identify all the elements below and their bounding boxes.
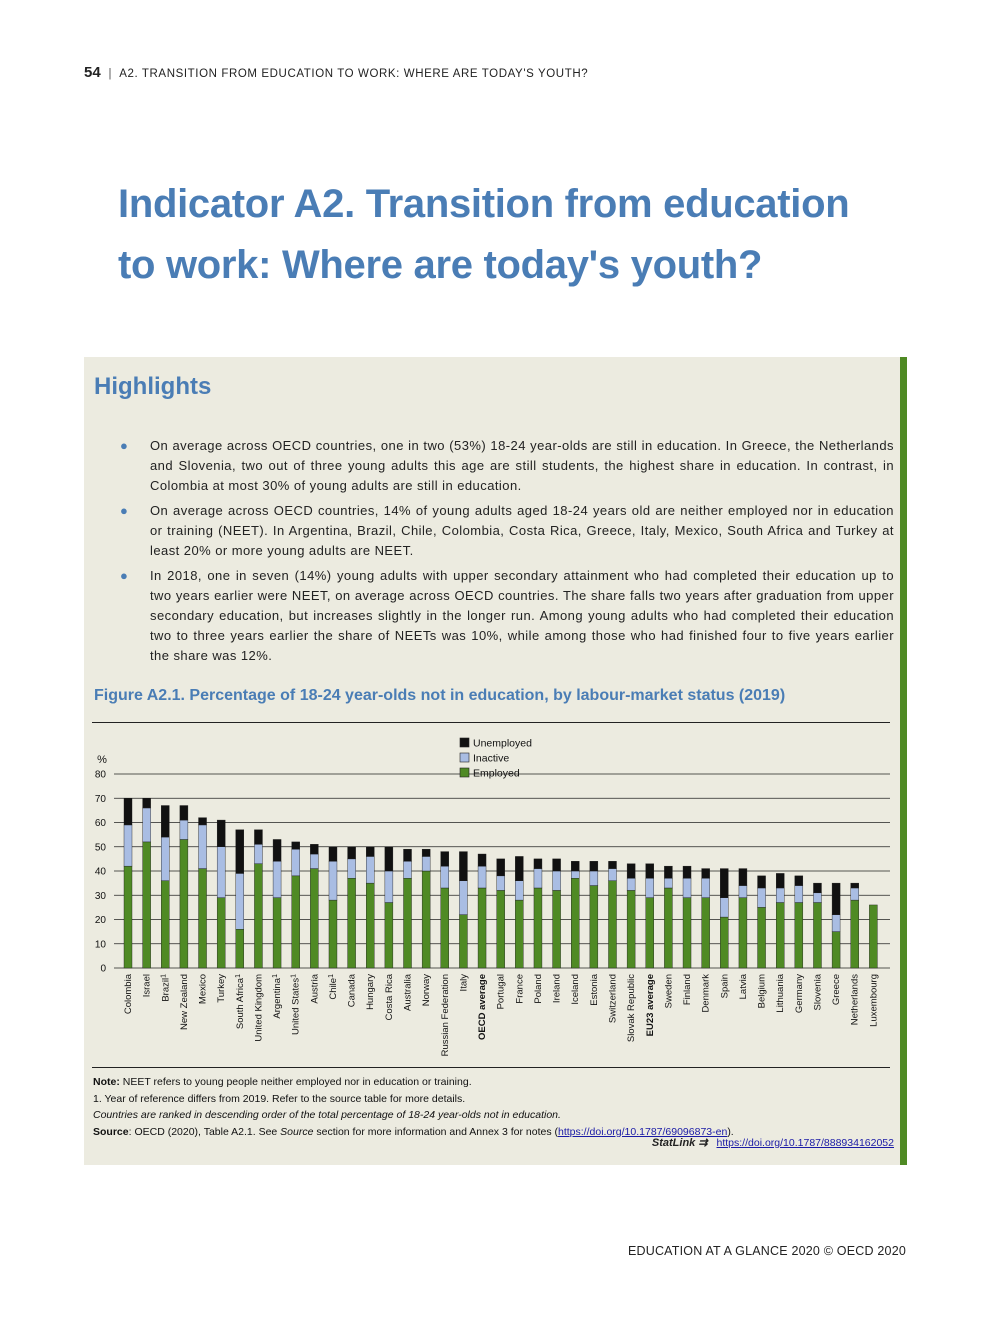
bar-segment-employed — [813, 903, 821, 968]
bar-segment-inactive — [664, 878, 672, 888]
bar-segment-inactive — [534, 869, 542, 888]
bar-segment-employed — [739, 898, 747, 968]
bar-segment-employed — [553, 890, 561, 968]
bar-segment-unemployed — [590, 861, 598, 871]
bar-segment-inactive — [422, 856, 430, 871]
x-tick-label: Austria — [309, 974, 321, 1004]
bar-segment-employed — [143, 842, 151, 968]
y-tick-label: 70 — [94, 793, 106, 805]
bar-segment-employed — [608, 881, 616, 968]
highlight-bullet — [118, 436, 894, 496]
bar-segment-inactive — [739, 886, 747, 898]
y-tick-label: 80 — [94, 769, 106, 781]
bar-segment-inactive — [199, 825, 207, 869]
bar-segment-unemployed — [143, 798, 151, 808]
bar-segment-employed — [515, 900, 523, 968]
bar-segment-unemployed — [329, 847, 337, 862]
highlights-box — [84, 357, 907, 1165]
bar-segment-unemployed — [553, 859, 561, 871]
x-tick-label: France — [514, 974, 526, 1004]
bar-segment-employed — [366, 883, 374, 968]
statlink-url[interactable]: https://doi.org/10.1787/888934162052 — [716, 1137, 894, 1149]
bar-segment-unemployed — [254, 830, 262, 845]
bar-segment-inactive — [813, 893, 821, 903]
statlink-row — [652, 1136, 894, 1149]
statlink-logo — [652, 1137, 708, 1149]
bar-segment-inactive — [292, 849, 300, 876]
bar-segment-employed — [478, 888, 486, 968]
bar-segment-employed — [627, 890, 635, 968]
y-tick-label: 30 — [94, 890, 106, 902]
footnote-marker: 1 — [272, 974, 280, 978]
bar-segment-employed — [832, 932, 840, 968]
footnote-marker: 1 — [234, 974, 242, 978]
x-tick-label: Lithuania — [775, 974, 787, 1013]
x-tick-label: Australia — [402, 974, 414, 1011]
bar-segment-employed — [124, 866, 132, 968]
bar-segment-inactive — [497, 876, 505, 891]
bar-segment-unemployed — [217, 820, 225, 847]
bar-segment-inactive — [329, 861, 337, 900]
indicator-title — [118, 174, 878, 296]
x-tick-label: Costa Rica — [383, 974, 395, 1021]
bar-segment-employed — [758, 907, 766, 968]
x-tick-label: Brazil$^1$ — [160, 974, 172, 1002]
y-tick-label: 0 — [100, 963, 106, 975]
highlight-text: On average across OECD countries, 14% of young adults aged 18-24 years old are neither employed nor in education or training (NEET). In Argentina, Brazil, Chile, Colombia, Costa Rica, Greece, Italy, Mexico, South Africa and Turkey at least 20% or more young adults are NEET. — [150, 503, 894, 558]
bar-segment-unemployed — [664, 866, 672, 878]
bar-segment-unemployed — [832, 883, 840, 915]
bar-segment-employed — [292, 876, 300, 968]
bar-segment-inactive — [590, 871, 598, 886]
bar-segment-inactive — [124, 825, 132, 866]
bar-segment-employed — [869, 905, 877, 968]
bar-segment-employed — [534, 888, 542, 968]
indicator-title-line-1: Indicator A2. Transition from education — [118, 182, 850, 226]
bar-segment-employed — [571, 878, 579, 968]
bar-chart — [84, 727, 900, 1067]
note-line — [93, 1074, 893, 1091]
bar-segment-inactive — [385, 871, 393, 903]
x-tick-label: Norway — [421, 974, 433, 1007]
bar-segment-employed — [180, 839, 188, 968]
bar-segment-inactive — [553, 871, 561, 890]
bullet-icon: ● — [120, 438, 129, 453]
x-tick-label: Chile$^1$ — [327, 974, 339, 1000]
x-tick-label: Slovak Republic — [626, 974, 638, 1043]
x-tick-label: Spain — [719, 974, 731, 999]
x-tick-label: Mexico — [197, 974, 209, 1005]
y-tick-label: 60 — [94, 818, 106, 829]
bar-segment-employed — [590, 886, 598, 968]
x-tick-label: Turkey — [216, 974, 228, 1003]
indicator-title-line-2: to work: Where are today's youth? — [118, 243, 763, 287]
bar-segment-unemployed — [441, 852, 449, 867]
x-tick-label: Luxembourg — [868, 974, 880, 1027]
source-text-2: section for more information and Annex 3 for notes ( — [313, 1125, 558, 1138]
legend-swatch-unemployed — [460, 738, 469, 747]
bar-segment-inactive — [143, 808, 151, 842]
x-tick-label: Portugal — [495, 974, 507, 1010]
highlight-text: On average across OECD countries, one in two (53%) 18-24 year-olds are still in education. In Greece, the Netherlands and Slovenia, two out of three young adults this age are still students, the highest share in education. In contrast, in Colombia at most 30% of young adults are still in education. — [150, 438, 894, 493]
bar-segment-inactive — [795, 886, 803, 903]
bar-segment-inactive — [608, 869, 616, 881]
bar-segment-employed — [161, 881, 169, 968]
x-tick-label: Switzerland — [607, 974, 619, 1024]
figure-top-rule — [92, 722, 890, 723]
page-footer: EDUCATION AT A GLANCE 2020 © OECD 2020 — [627, 1244, 906, 1258]
bar-segment-inactive — [217, 847, 225, 898]
bar-segment-inactive — [161, 837, 169, 881]
y-tick-label: 10 — [94, 939, 106, 951]
x-tick-label: Belgium — [756, 974, 768, 1009]
bar-segment-unemployed — [776, 873, 784, 888]
bar-segment-unemployed — [385, 847, 393, 871]
note-text: NEET refers to young people neither employed nor in education or training. — [122, 1076, 472, 1088]
x-tick-label: Sweden — [663, 974, 675, 1009]
highlight-text: In 2018, one in seven (14%) young adults with upper secondary attainment who had completed their education up to two years earlier were NEET, on average across OECD countries. The share falls two years after graduation from upper secondary education, but increases slightly in the longer run. Among young adults who had completed their education two to three years earlier the share of NEETs was 10%, while among those who had finished four to five years earlier the share was 12%. — [150, 568, 894, 663]
bar-segment-inactive — [404, 861, 412, 878]
x-tick-label: OECD average — [477, 974, 489, 1041]
x-tick-label: Italy — [458, 974, 470, 992]
bar-segment-unemployed — [478, 854, 486, 866]
x-tick-label: Iceland — [570, 974, 582, 1005]
bar-segment-unemployed — [739, 869, 747, 886]
bar-segment-employed — [702, 898, 710, 968]
x-tick-label: Colombia — [123, 974, 134, 1015]
bar-segment-employed — [441, 888, 449, 968]
bar-segment-inactive — [515, 881, 523, 900]
bar-segment-unemployed — [571, 861, 579, 871]
bar-segment-unemployed — [758, 876, 766, 888]
x-tick-label: Argentina$^1$ — [272, 974, 284, 1019]
legend-label-unemployed: Unemployed — [473, 737, 532, 750]
bar-segment-inactive — [627, 878, 635, 890]
x-tick-label: Estonia — [588, 974, 600, 1006]
highlights-list — [118, 436, 894, 671]
x-tick-label: Russian Federation — [439, 974, 451, 1057]
bar-segment-employed — [795, 903, 803, 968]
bar-segment-unemployed — [199, 818, 207, 825]
bar-segment-employed — [273, 898, 281, 968]
figure-bottom-rule — [92, 1067, 890, 1068]
footnote-marker: 1 — [327, 974, 335, 978]
bar-segment-inactive — [348, 859, 356, 878]
bar-segment-unemployed — [310, 844, 318, 854]
figure-notes — [93, 1074, 893, 1140]
bar-segment-unemployed — [702, 869, 710, 879]
x-tick-label: United Kingdom — [253, 974, 265, 1042]
x-tick-label: Israel — [141, 974, 153, 998]
bar-segment-inactive — [459, 881, 467, 915]
bar-segment-unemployed — [404, 849, 412, 861]
bar-segment-inactive — [236, 873, 244, 929]
bar-segment-employed — [646, 898, 654, 968]
bar-segment-employed — [851, 900, 859, 968]
bar-segment-unemployed — [646, 864, 654, 879]
figure-title: Figure A2.1. Percentage of 18-24 year-olds not in education, by labour-market status (2019) — [94, 687, 786, 704]
bar-segment-unemployed — [180, 806, 188, 821]
x-tick-label: Hungary — [365, 974, 377, 1010]
running-header — [84, 64, 588, 81]
ranking-note: Countries are ranked in descending order of the total percentage of 18-24 year-olds not in education. — [93, 1109, 561, 1121]
bar-segment-unemployed — [366, 847, 374, 857]
bar-segment-unemployed — [813, 883, 821, 893]
bar-segment-unemployed — [236, 830, 244, 874]
x-tick-label: Canada — [346, 974, 358, 1008]
y-tick-label: 50 — [94, 842, 106, 854]
bar-segment-employed — [459, 915, 467, 968]
legend-swatch-employed — [460, 768, 469, 777]
bar-segment-unemployed — [273, 839, 281, 861]
note-label: Note: — [93, 1076, 120, 1088]
legend-label-employed: Employed — [473, 767, 520, 780]
bar-segment-unemployed — [608, 861, 616, 868]
page-number: 54 — [84, 64, 101, 81]
bar-segment-unemployed — [348, 847, 356, 859]
x-tick-label: Poland — [532, 974, 544, 1004]
x-tick-label: EU23 average — [644, 974, 656, 1037]
bar-segment-employed — [329, 900, 337, 968]
bar-segment-employed — [720, 917, 728, 968]
statlink-label: StatLink — [651, 1137, 696, 1149]
x-tick-label: Germany — [793, 974, 805, 1014]
bar-segment-employed — [683, 898, 691, 968]
bar-segment-employed — [310, 869, 318, 968]
y-tick-label: 40 — [94, 866, 106, 878]
bar-segment-unemployed — [422, 849, 430, 856]
legend-swatch-inactive — [460, 753, 469, 762]
header-separator: | — [108, 68, 113, 80]
bar-segment-employed — [422, 871, 430, 968]
source-link[interactable]: https://doi.org/10.1787/69096873-en — [558, 1125, 728, 1138]
bar-segment-employed — [385, 903, 393, 968]
source-label: Source — [93, 1125, 129, 1138]
bar-segment-inactive — [478, 866, 486, 888]
bar-segment-inactive — [758, 888, 766, 907]
bar-segment-inactive — [571, 871, 579, 878]
x-tick-label: New Zealand — [178, 974, 190, 1030]
bar-segment-inactive — [832, 915, 840, 932]
bar-segment-employed — [199, 869, 207, 968]
bar-segment-employed — [404, 878, 412, 968]
bar-segment-unemployed — [292, 842, 300, 849]
bar-segment-unemployed — [497, 859, 505, 876]
bar-segment-unemployed — [851, 883, 859, 888]
bar-segment-employed — [348, 878, 356, 968]
bar-segment-inactive — [310, 854, 318, 869]
x-tick-label: Latvia — [737, 974, 749, 1000]
bar-segment-unemployed — [161, 806, 169, 838]
bar-segment-inactive — [366, 856, 374, 883]
y-axis-label: % — [97, 754, 107, 766]
bar-segment-inactive — [254, 844, 262, 863]
x-tick-label: South Africa$^1$ — [234, 974, 246, 1030]
bar-segment-unemployed — [534, 859, 542, 869]
bar-segment-inactive — [646, 878, 654, 897]
source-text: : OECD (2020), Table A2.1. See — [128, 1125, 281, 1138]
bar-segment-inactive — [851, 888, 859, 900]
running-title: A2. TRANSITION FROM EDUCATION TO WORK: WHERE ARE TODAY'S YOUTH? — [119, 68, 589, 80]
x-tick-label: Greece — [831, 974, 843, 1006]
bullet-icon: ● — [120, 568, 129, 583]
bar-segment-unemployed — [720, 869, 728, 898]
bullet-icon: ● — [120, 503, 129, 518]
bar-segment-employed — [776, 903, 784, 968]
x-tick-label: Slovenia — [812, 974, 824, 1011]
bar-segment-unemployed — [515, 856, 523, 880]
bar-segment-unemployed — [124, 798, 132, 825]
legend-label-inactive: Inactive — [473, 752, 510, 765]
x-tick-label: Netherlands — [849, 974, 861, 1026]
highlights-heading: Highlights — [94, 373, 212, 400]
x-tick-label: Finland — [682, 974, 694, 1006]
highlight-bullet — [118, 566, 894, 666]
bar-segment-inactive — [441, 866, 449, 888]
footnote-1: 1. Year of reference differs from 2019. Refer to the source table for more details. — [93, 1092, 466, 1105]
bar-segment-employed — [236, 929, 244, 968]
bar-segment-employed — [254, 864, 262, 968]
bar-segment-employed — [664, 888, 672, 968]
bar-segment-unemployed — [459, 852, 467, 881]
source-italic: Source — [280, 1125, 314, 1138]
bar-segment-unemployed — [627, 864, 635, 879]
statlink-icon: ⇉ — [698, 1137, 708, 1149]
x-tick-label: Denmark — [700, 974, 712, 1013]
bar-segment-unemployed — [683, 866, 691, 878]
bar-segment-inactive — [273, 861, 281, 897]
bar-segment-employed — [497, 890, 505, 968]
y-tick-label: 20 — [94, 915, 106, 926]
bar-segment-unemployed — [795, 876, 803, 886]
bar-segment-inactive — [683, 878, 691, 897]
x-tick-label: United States$^1$ — [290, 974, 302, 1035]
x-tick-label: Ireland — [551, 974, 563, 1004]
bar-segment-inactive — [180, 820, 188, 839]
footnote-marker: 1 — [290, 974, 298, 978]
highlight-bullet — [118, 501, 894, 561]
bar-segment-employed — [217, 898, 225, 968]
source-end: ). — [727, 1125, 734, 1138]
footnote-marker: 1 — [160, 974, 168, 978]
bar-segment-inactive — [702, 878, 710, 897]
bar-segment-inactive — [720, 898, 728, 917]
bar-segment-inactive — [776, 888, 784, 903]
